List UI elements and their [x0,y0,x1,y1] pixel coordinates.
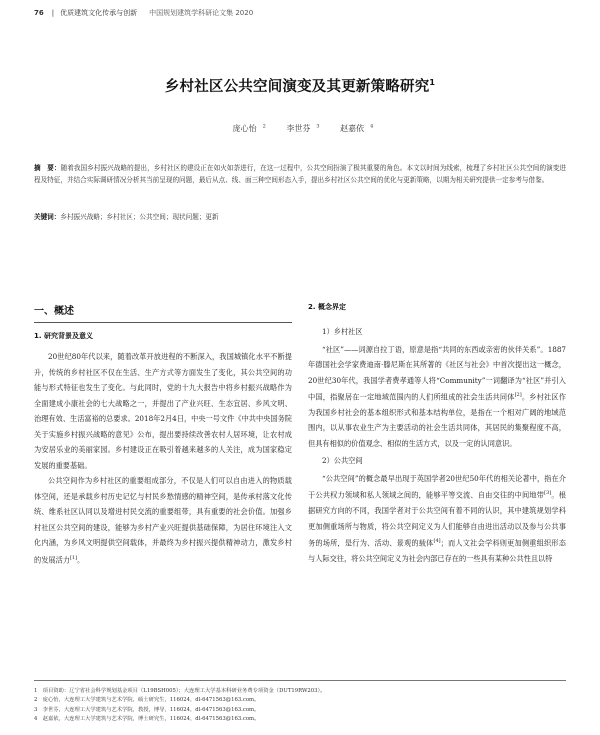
keywords [34,211,566,221]
citation-mark: [1] [69,554,78,561]
abstract [34,162,566,186]
paragraph-text-tail: 。乡村社区作为我国乡村社会的基本组织形式和基本结构单位，是指在一个相对广阔的地域范围内，以从事农业生产为主要活动的社会生活共同体，其居民的集聚程度不高，但具有相似的价值观念、相似的生活方式，以及一定的认同意识。 [308,392,566,448]
paragraph-end: 。 [77,554,85,564]
author-name: 李世芬 [286,124,311,133]
footnotes [34,680,566,725]
author-3 [334,124,373,133]
paragraph-rural-community [308,342,566,452]
paragraph-text: 公共空间作为乡村社区的重要组成部分，不仅是人们可以自由进入的物质载体空间，还是承载乡村历史记忆与村民乡愁情感的精神空间，是传承村落文化传统、维系社区认同以及增进村民交流的重要组带，具有重要的社会价值。加强乡村社区公共空间的建设，能够为乡村产业兴旺提供基础保障，为居住环境注入文化内涵，为乡风文明提供空间载体，并最终为乡村振兴提供精神动力，激发乡村的发展活力 [34,476,292,564]
paper-title [0,75,600,96]
paragraph-background: 20世纪80年代以来，随着改革开放进程的不断深入，我国城镇化水平不断提升，传统的乡村社区不仅在生活、生产方式等方面发生了变化，其公共空间的功能与形式特征也发生了变化。与此同时，党的十九大报告中将乡村振兴战略作为全面建成小康社会的七大战略之一，并提出了产业兴旺、生态宜居、乡风文明、治理有效、生活富裕的总要求。2018年2月4日，中央一号文件《中共中央国务院关于实施乡村振兴战略的意见》公布，提出要持续改善农村人居环境，让农村成为安居乐业的美丽家园。乡村建设正在吸引着越来越多的人关注，成为国家稳定发展的重要基础。 [34,352,292,470]
paragraph-text-mid: 。根据研究方向的不同，我国学者对于公共空间有着不同的认识，其中建筑规划学科更加侧重场所与物质，将公共空间定义为人们能够自由进出活动以及参与公共事务的场所，是行为、活动、景观的载体 [308,490,566,548]
subsection-heading-definitions: 2. 概念界定 [308,303,346,311]
citation-mark: [4] [433,538,441,545]
author-list [0,123,600,134]
footnote-2: 2 庞心怡，大连理工大学建筑与艺术学院，硕士研究生，116024，dl-6471563@163.com。 [34,697,260,704]
keywords-text: 乡村振兴战略；乡村社区；公共空间；现状问题；更新 [60,213,219,221]
author-name: 庞心怡 [232,124,257,133]
header-separator: | [51,9,55,17]
left-column [34,302,292,567]
series-title: 优质建筑文化传承与创新 [60,9,138,17]
journal-title: 中国规划建筑学科研论文集 2020 [149,9,254,17]
author-sup: 4 [370,123,374,130]
paragraph-text: “社区”——词源自拉丁语，原意是指“共同的东西或亲密的伙伴关系”。1887年德国社会学家费迪南·滕尼斯在其所著的《社区与社会》中首次提出这一概念，20世纪30年代，我国学者费孝通等人将“Community”一词翻译为“社区”并引入中国，指聚居在一定地域范围内的人们所组成的社会生活共同体 [308,344,566,402]
paragraph-public-space-value [34,473,292,567]
section-heading-overview: 一、概述 [34,302,292,323]
author-name: 赵嘉依 [340,124,365,133]
subsection-heading-background: 1. 研究背景及意义 [34,332,93,340]
author-2 [280,124,319,133]
abstract-label: 摘 要： [34,164,61,172]
sub-heading-rural-community: 1）乡村社区 [322,327,363,336]
keywords-label: 关键词： [34,213,61,221]
right-column [308,302,566,567]
footnote-4: 4 赵嘉依，大连理工大学建筑与艺术学院，博士研究生，116024，dl-6471563@163.com。 [34,716,260,723]
footnote-3: 3 李世芬，大连理工大学建筑与艺术学院，教授，博导，116024，dl-6471563@163.com。 [34,706,260,713]
title-footnote-mark: 1 [429,78,436,88]
paper-title-text: 乡村社区公共空间演变及其更新策略研究 [164,79,430,95]
sub-heading-public-space: 2）公共空间 [322,456,363,466]
citation-mark: [2] [514,392,522,398]
author-sup: 2 [262,123,266,130]
author-sup: 3 [316,123,320,130]
paragraph-text: “公共空间”的概念最早出现于英国学者20世纪50年代的相关论著中，指在介于公共权力领域和私人领域之间的，能够平等交流、自由交往的中间地带 [308,473,566,500]
abstract-text: 随着我国乡村振兴战略的提出，乡村社区的建设正在如火如荼进行，在这一过程中，公共空间扮演了极其重要的角色。本文以时间为线索，梳理了乡村社区公共空间的演变进程及特征，并结合实际调研情况分析其当前呈现的问题，最后从点、线、面三种空间形态入手，提出乡村社区公共空间的优化与更新策略，以期为相关研究提供一定参考与借鉴。 [34,164,567,185]
footnote-1: 1 项目资助：辽宁省社会科学规划基金项目（L19BSH005）；大连理工大学基本科研业务费专项资金（DUT19RW203）。 [34,688,326,694]
running-header [34,8,574,18]
page-number: 76 [34,9,44,17]
author-1 [227,124,266,133]
paragraph-text-tail: ；而人文社会学科则更加侧重组织形态与人际交往，将公共空间定义为社会内部已存在的一些具有某种公共性且以特 [308,538,566,564]
paragraph-public-space [308,471,566,567]
citation-mark: [3] [544,490,552,497]
